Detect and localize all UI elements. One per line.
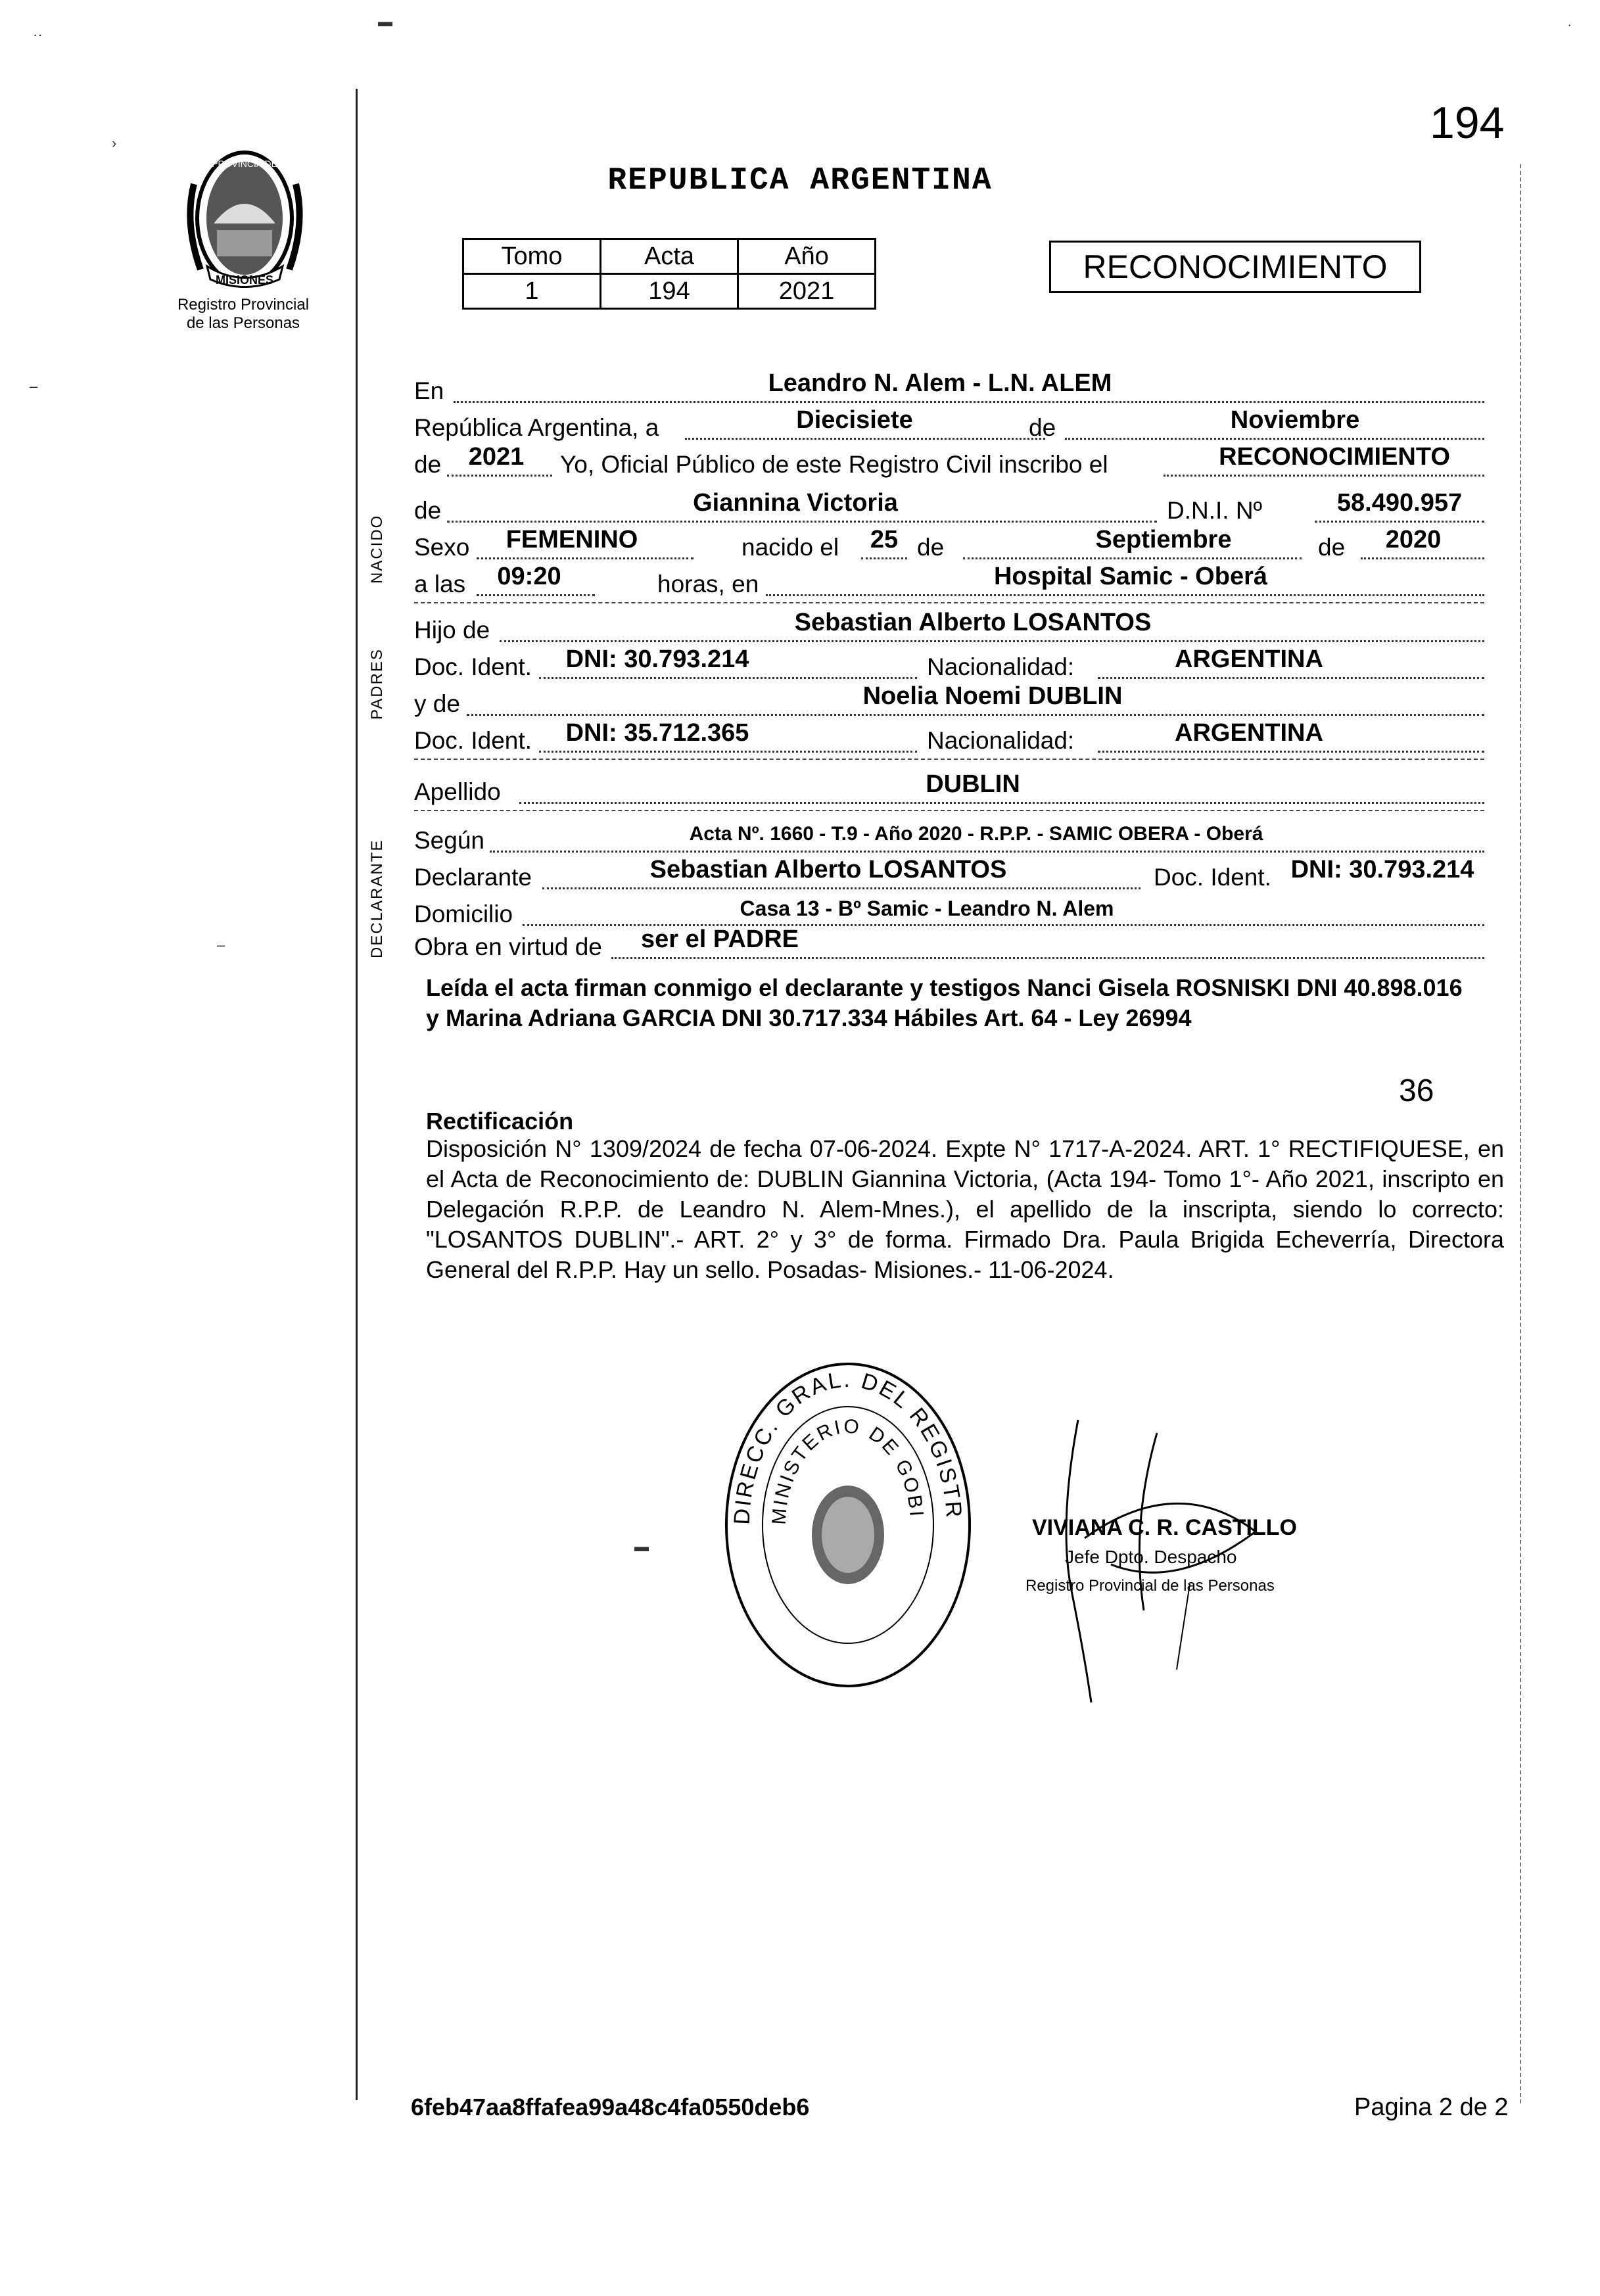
row-madre-documento: Doc. Ident. DNI: 35.712.365 Nacionalidad: ARGENTINA [414,722,1484,757]
mes-value: Noviembre [1230,406,1360,434]
madre-documento-value: DNI: 35.712.365 [565,719,749,747]
mes-nacimiento-value: Septiembre [1095,526,1232,553]
dni-value: 58.490.957 [1336,489,1463,517]
declarante-value: Sebastian Alberto LOSANTOS [649,856,1007,883]
row-domicilio: Domicilio Casa 13 - Bº Samic - Leandro N. Alem [414,895,1484,931]
row-inscripcion: de 2021 Yo, Oficial Público de este Registro Civil inscribo el RECONOCIMIENTO [414,446,1484,481]
anio-nacimiento-value: 2020 [1385,526,1442,553]
anio-value: 2021 [738,274,876,309]
svg-text:VIVIANA C. R. CASTILLO: VIVIANA C. R. CASTILLO [1032,1515,1297,1540]
scan-speck: ▬ [634,1538,649,1555]
padre-nacionalidad-value: ARGENTINA [1175,645,1323,673]
section-label-declarante: DECLARANTE [368,839,386,958]
row-padre-documento: Doc. Ident. DNI: 30.793.214 Nacionalidad: ARGENTINA [414,648,1484,684]
obra-value: ser el PADRE [640,925,799,953]
row-obra: Obra en virtud de ser el PADRE [414,928,1484,964]
registry-table [462,238,876,310]
scan-speck: · [1567,16,1572,33]
domicilio-value: Casa 13 - Bº Samic - Leandro N. Alem [740,897,1114,920]
rectificacion-body: Disposición N° 1309/2024 de fecha 07-06-2024. Expte N° 1717-A-2024. ART. 1° RECTIFIQUESE, en el Acta de Reconocimiento de: DUBLIN Giannina Victoria, (Acta 194- Tomo 1°- Año 2021, inscripto en Delegación R.P.P. de Leandro N. Alem-Mnes.), el apellido de la inscripta, siendo lo correcto: "LOSANTOS DUBLIN".- ART. 2° y 3° de forma. Firmado Dra. Paula Brigida Echeverría, Directora General del R.P.P. Hay un sello. Posadas- Misiones.- 11-06-2024. [426,1135,1504,1283]
svg-text:MINISTERIO DE GOBIERNO: MINISTERIO DE GOBI [768,1415,928,1526]
svg-text:Jefe Dpto. Despacho: Jefe Dpto. Despacho [1065,1547,1237,1567]
declarante-documento-value: DNI: 30.793.214 [1290,856,1474,883]
svg-text:Registro Provincial de las Per: Registro Provincial de las Personas [1025,1577,1275,1595]
padre-value: Sebastian Alberto LOSANTOS [794,609,1152,636]
section-label-padres: PADRES [368,648,386,720]
scan-speck: – [30,378,38,394]
page-number: 194 [1430,98,1505,148]
madre-nacionalidad-value: ARGENTINA [1175,719,1323,747]
row-apellido: Apellido DUBLIN [414,773,1484,808]
svg-text:PROVINCIA DE: PROVINCIA DE [212,158,277,169]
row-hora-lugar: a las 09:20 horas, en Hospital Samic - Oberá [414,565,1484,601]
localidad-value: Leandro N. Alem - L.N. ALEM [768,369,1112,397]
document-hash: 6feb47aa8ffafea99a48c4fa0550deb6 [411,2094,810,2120]
tomo-value: 1 [463,274,601,309]
official-seal [710,1354,986,1696]
row-localidad: En Leandro N. Alem - L.N. ALEM [414,372,1484,408]
madre-value: Noelia Noemi DUBLIN [862,682,1123,710]
logo-caption: Registro Provincial de las Personas [177,296,310,332]
row-nombre: de Giannina Victoria D.N.I. Nº 58.490.957 [414,492,1484,527]
segun-value: Acta Nº. 1660 - T.9 - Año 2020 - R.P.P. - SAMIC OBERA - Oberá [689,823,1263,845]
tomo-header: Tomo [463,239,601,274]
scan-speck: › [112,135,117,151]
row-sexo: Sexo FEMENINO nacido el 25 de Septiembre de 2020 [414,528,1484,564]
hora-value: 09:20 [497,563,561,590]
sexo-value: FEMENINO [506,526,638,553]
row-declarante: Declarante Sebastian Alberto LOSANTOS Doc. Ident. DNI: 30.793.214 [414,858,1484,894]
nombre-value: Giannina Victoria [693,489,898,517]
right-margin-line [1520,164,1522,2103]
rectificacion-title: Rectificación [426,1108,574,1135]
firma-paragraph: Leída el acta firman conmigo el declarante y testigos Nanci Gisela ROSNISKI DNI 40.898.016 y Marina Adriana GARCIA DNI 30.717.334 Hábiles Art. 64 - Ley 26994 [426,974,1463,1031]
scan-speck: ▬ [378,13,392,30]
left-margin-line [356,89,358,2100]
svg-text:DIRECC. GRAL. DEL REGISTRO PRO: DIRECC. GRAL. DEL REGISTR [729,1367,967,1526]
scan-speck: – [217,937,225,953]
acta-header: Acta [601,239,738,274]
document-title: REPUBLICA ARGENTINA [607,163,993,199]
row-madre: y de Noelia Noemi DUBLIN [414,685,1484,720]
folio-number: 36 [1399,1073,1434,1108]
section-separator [414,810,1484,811]
section-separator [414,602,1484,603]
signature-and-stamp [979,1394,1348,1709]
dia-value: Diecisiete [796,406,913,434]
row-segun: Según Acta Nº. 1660 - T.9 - Año 2020 - R.P.P. - SAMIC OBERA - Oberá [414,822,1484,857]
dia-nacimiento-value: 25 [870,526,899,553]
section-separator [414,759,1484,760]
tipo-inscripcion-value: RECONOCIMIENTO [1219,443,1450,471]
padre-documento-value: DNI: 30.793.214 [565,645,749,673]
row-fecha: República Argentina, a Diecisiete de Noviembre [414,409,1484,444]
anio-value: 2021 [468,443,525,471]
svg-text:MISIONES: MISIONES [215,273,274,287]
row-padre: Hijo de Sebastian Alberto LOSANTOS [414,611,1484,647]
document-type-box: RECONOCIMIENTO [1049,241,1421,293]
lugar-value: Hospital Samic - Oberá [993,563,1267,590]
scan-speck: ·· [33,26,43,43]
apellido-value: DUBLIN [926,770,1020,798]
section-label-nacido: NACIDO [368,514,386,584]
acta-value: 194 [601,274,738,309]
page-indicator: Pagina 2 de 2 [1354,2094,1509,2121]
anio-header: Año [738,239,876,274]
